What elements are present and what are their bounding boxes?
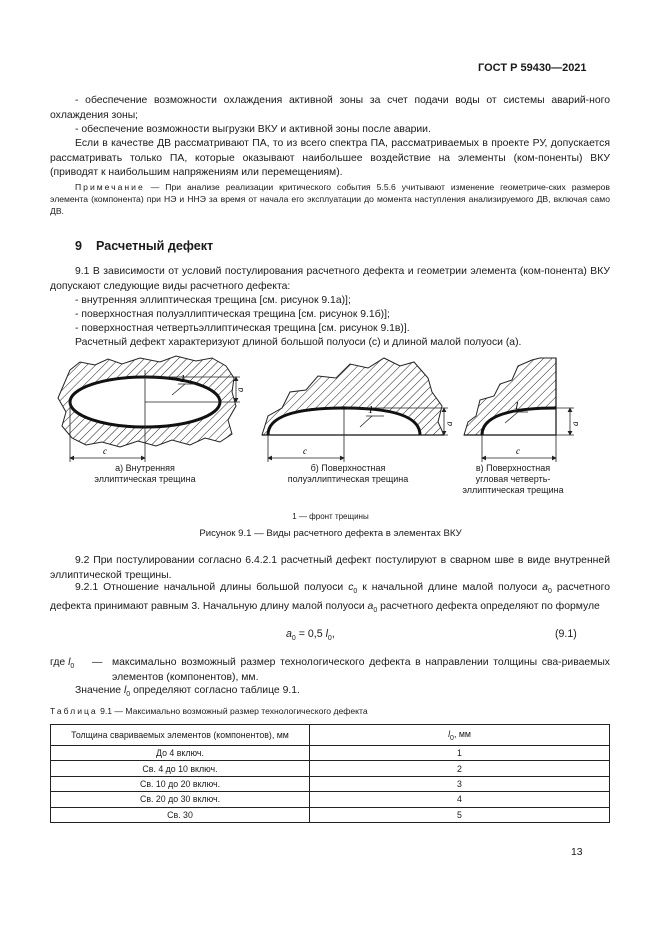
caption-b-line-2: полуэллиптическая трещина [287,474,409,484]
caption-a [60,463,230,485]
paragraph-9-1: 9.1 В зависимости от условий постулирования расчетного дефекта и геометрии элемента (ком-понента) ВКУ допускают следующие виды расчетного дефекта: [50,266,610,292]
p921-a0-sub: 0 [548,588,552,596]
formula-var: l [325,628,328,640]
section-number: 9 [75,239,83,253]
fig-c-dim-a: a [570,421,580,426]
table-label: Таблица [50,706,98,716]
where-value-var: l [123,685,127,696]
table-cell-l0: 3 [310,776,610,791]
table-row [51,792,610,807]
p921-a0-2: a [367,601,374,613]
table-row [51,761,610,776]
table-col-l0 [310,725,610,746]
formula-eq: = 0,5 [295,628,326,640]
intro-paragraph: Если в качестве ДВ рассматривают ПА, то из всего спектра ПА, рассматриваемых в проекте РУ, допускается рассматривать только ПА, которые оказывают наибольшее воздействие на элементы (ком-поненты) ВКУ (приводят к наибольшим напряжениям или перемещениям). [50,138,610,179]
caption-c [448,463,578,496]
defect-item-1: - внутренняя эллиптическая трещина [см. рисунок 9.1а)]; [75,295,351,306]
formula-number: (9.1) [555,628,577,640]
section-heading [75,239,213,253]
table-col-thickness: Толщина свариваемых элементов (компонентов), мм [51,725,310,746]
where-var: l [68,657,71,668]
fig-c-dim-c: c [516,446,520,456]
figure-legend: 1 — фронт трещины [292,512,369,521]
table-cell-l0: 4 [310,792,610,807]
p921-a0: a [542,582,548,593]
table-col-l0-var: l [448,728,451,739]
fig-b-dim-c: c [303,446,307,456]
table-cell-thickness: До 4 включ. [51,746,310,761]
intro-bullet-1: - обеспечение возможности охлаждения активной зоны за счет подачи воды от системы аварий-ного охлаждения зоны; [50,95,610,121]
figure-a-internal-crack [58,356,240,462]
table-header-row [51,725,610,746]
table-row [51,776,610,791]
table-col-l0-unit: , мм [453,728,471,739]
note-label: Примечание [75,182,145,192]
where-value [75,684,610,703]
table-cell-thickness: Св. 30 [51,807,310,822]
formula-end: , [331,628,335,640]
where-value-pre: Значение [75,685,124,696]
table-cell-l0: 2 [310,761,610,776]
defect-characteristics: Расчетный дефект характеризуют длиной большой полуоси (c) и длиной малой полуоси (a). [75,337,522,348]
table-cell-thickness: Св. 10 до 20 включ. [51,776,310,791]
caption-b [268,463,428,485]
table-cell-l0: 1 [310,746,610,761]
where-dash: — [92,657,103,668]
table-caption [50,705,368,717]
table-row [51,746,610,761]
caption-a-line-2: эллиптическая трещина [94,474,196,484]
intro-bullet-2: - обеспечение возможности выгрузки ВКУ и активной зоны после аварии. [75,124,431,135]
caption-c-line-1: в) Поверхностная [475,463,551,473]
fig-b-dim-a: a [444,421,454,426]
formula-lhs: a [286,628,292,640]
table-cell-thickness: Св. 20 до 30 включ. [51,792,310,807]
caption-b-line-1: б) Поверхностная [310,463,386,473]
fig-a-marker: 1 [180,373,186,385]
p921-part-2: к начальной длине малой полуоси [357,582,543,593]
where-text: максимально возможный размер технологического дефекта в направлении толщины сва-риваемых элементов (компонентов), мм. [112,657,610,683]
paragraph-9-2-1 [50,580,610,619]
paragraph-9-2: 9.2 При постулировании согласно 6.4.2.1 расчетный дефект постулируют в сварном шве в виде внутренней эллиптической трещины. [50,555,610,581]
defect-item-3: - поверхностная четвертьэллиптическая трещина [см. рисунок 9.1в)]. [75,323,410,334]
where-value-post: определяют согласно таблице 9.1. [130,685,300,696]
fig-a-dim-c: c [103,446,107,456]
document-standard-number: ГОСТ Р 59430—2021 [478,62,587,74]
table-row [51,807,610,822]
table-cell-l0: 5 [310,807,610,822]
defect-size-table [50,724,610,823]
fig-a-dim-a: a [235,387,245,392]
p921-part-4: расчетного дефекта определяют по формуле [377,601,600,613]
table-col-l0-sub: 0 [450,734,454,742]
fig-b-marker: 1 [368,404,374,416]
where-word: где [50,657,66,668]
note-block [50,181,610,218]
where-value-sub: 0 [126,691,131,699]
caption-c-line-3: эллиптическая трещина [462,485,564,495]
note-text: — При анализе реализации критического события 5.5.6 учитывают изменение геометриче-ских размеров элемента (компонента) при НЭ и ННЭ за время от начала его эксплуатации до момента наступления анализируемого ДВ, включая само ДВ. [50,182,610,217]
figure-title: Рисунок 9.1 — Виды расчетного дефекта в элементах ВКУ [199,528,462,539]
defect-item-2: - поверхностная полуэллиптическая трещина [см. рисунок 9.1б)]; [75,309,390,320]
table-title: 9.1 — Максимально возможный размер технологического дефекта [97,706,368,716]
page-number: 13 [571,847,583,858]
formula-var-sub: 0 [327,635,332,643]
p921-part-1: 9.2.1 Отношение начальной длины большой полуоси [75,582,349,593]
formula-lhs-sub: 0 [291,635,296,643]
figure-b-surface-crack [262,358,448,462]
p921-c0-sub: 0 [353,588,358,596]
p921-part-3: расчетного дефекта принимают равным 3. Начальную длину малой полуоси [50,582,610,613]
p921-c0: c [348,582,354,593]
where-var-sub: 0 [70,663,75,671]
where-prefix [50,656,80,675]
caption-c-line-2: угловая четверть- [475,474,551,484]
table-cell-thickness: Св. 4 до 10 включ. [51,761,310,776]
caption-a-line-1: а) Внутренняя [115,463,175,473]
fig-c-marker: 1 [514,400,520,412]
formula [286,628,335,642]
p921-a0-2-sub: 0 [373,607,378,615]
section-title: Расчетный дефект [96,239,214,253]
